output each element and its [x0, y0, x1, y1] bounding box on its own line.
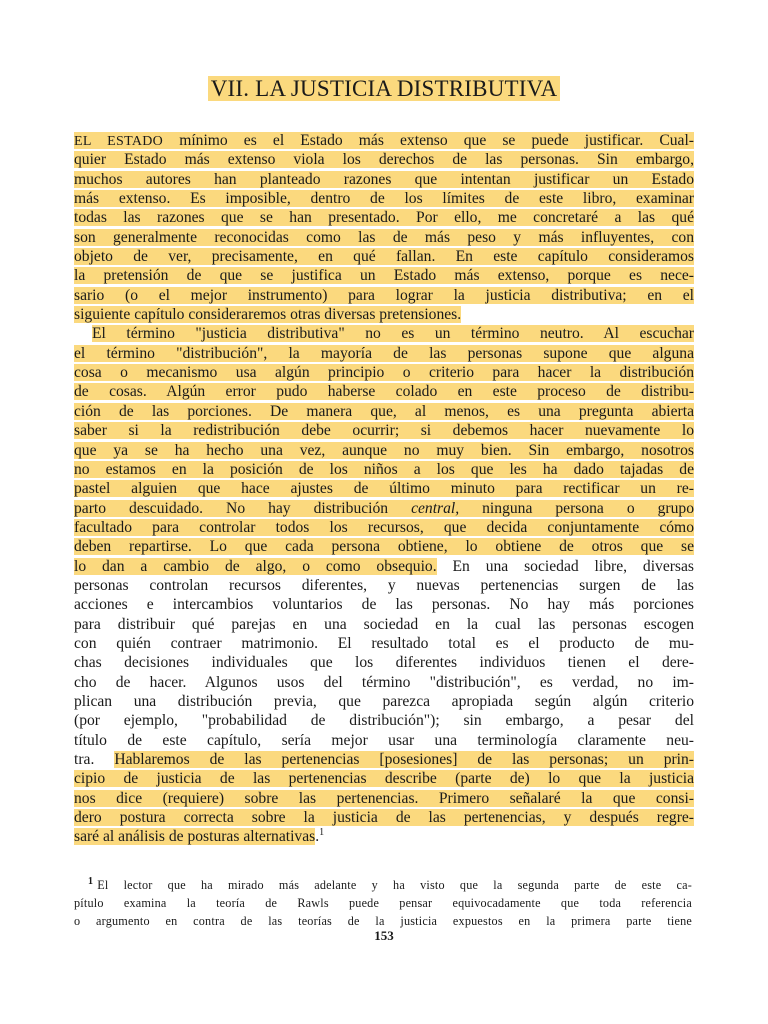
text-line: saber si la redistribución debe ocurrir; si debemos hacer nuevamente lo — [74, 422, 694, 440]
text-line: siguiente capítulo consideraremos otras diversas pretensiones. — [74, 306, 462, 324]
text-line: de cosas. Algún error pudo haberse colado en este proceso de distribu- — [74, 383, 694, 401]
text-line: más extenso. Es imposible, dentro de los límites de este libro, examinar — [74, 190, 694, 208]
text-line: muchos autores han planteado razones que intentan justificar un Estado — [74, 170, 694, 188]
text-line: acciones e intercambios voluntarios de las personas. No hay más porciones — [74, 596, 694, 614]
text-line: personas controlan recursos diferentes, y nuevas pertenencias surgen de las — [74, 576, 694, 594]
footnote-marker: 1 — [88, 875, 94, 887]
body-text — [74, 131, 694, 847]
text-line: sario (o el mejor instrumento) para lograr la justicia distributiva; en el — [74, 286, 694, 304]
text-line: objeto de ver, precisamente, en qué fallan. En este capítulo consideramos — [74, 248, 694, 266]
opening-small-caps: EL ESTADO — [74, 134, 164, 149]
text-line: para distribuir qué parejas en una sociedad en la cual las personas escogen — [74, 615, 694, 633]
text-line: todas las razones que se han presentado. Por ello, me concretaré a las qué — [74, 209, 694, 227]
text-line: que ya se ha hecho una vez, aunque no muy bien. Sin embargo, nosotros — [74, 441, 694, 459]
chapter-title-text: VII. LA JUSTICIA DISTRIBUTIVA — [208, 76, 561, 101]
footnote-line: $^1$ El lector que ha mirado más adelante y ha visto que la segunda parte de este ca- — [88, 875, 692, 892]
text-line: deben repartirse. Lo que cada persona obtiene, lo obtiene de otros que se — [74, 538, 694, 556]
text-line: tra. Hablaremos de las pertenencias [posesiones] de las personas; un prin- — [74, 751, 695, 768]
text-line: plican una distribución previa, que parezca apropiada según algún criterio — [74, 692, 694, 710]
text-line: el término "distribución", la mayoría de las personas supone que alguna — [74, 344, 694, 362]
text-line: título de este capítulo, sería mejor usar una terminología claramente neu- — [74, 731, 694, 749]
text-line: cosa o mecanismo usa algún principio o criterio para hacer la distribución — [74, 364, 694, 382]
text-line: chas decisiones individuales que los diferentes individuos tienen el dere- — [74, 654, 694, 672]
text-line: EL ESTADO mínimo es el Estado más extenso que se puede justificar. Cual- — [74, 132, 694, 149]
text-line: cho de hacer. Algunos usos del término "distribución", es verdad, no im- — [74, 673, 694, 691]
footnote-ref[interactable]: 1 — [319, 827, 325, 839]
chapter-title — [0, 76, 768, 102]
footnote — [74, 876, 692, 930]
text-line: El término "justicia distributiva" no es un término neutro. Al escuchar — [92, 325, 694, 343]
italic-word: central, — [411, 499, 460, 517]
text-line: ción de las porciones. De manera que, al menos, es una pregunta abierta — [74, 402, 694, 420]
text-line: parto descuidado. No hay distribución central, ninguna persona o grupo — [74, 499, 694, 517]
text-line: cipio de justicia de las pertenencias describe (parte de) lo que la justicia — [74, 770, 694, 788]
text-line: no estamos en la posición de los niños a los que les ha dado tajadas de — [74, 460, 694, 478]
page-number: 153 — [374, 928, 394, 943]
footnote-line: o argumento en contra de las teorías de la justicia expuestos en la primera parte tiene — [74, 914, 692, 928]
text-line: dero postura correcta sobre la justicia de las pertenencias, y después regre- — [74, 809, 695, 827]
text-line: quier Estado más extenso viola los derechos de las personas. Sin embargo, — [74, 151, 694, 169]
text-line: saré al análisis de posturas alternativas.$^1$ — [74, 827, 325, 846]
text-line: con quién contraer matrimonio. El resultado total es el producto de mu- — [74, 634, 694, 652]
footnote-line: pítulo examina la teoría de Rawls puede pensar equivocadamente que toda referencia — [74, 896, 692, 910]
text-line: lo dan a cambio de algo, o como obsequio. En una sociedad libre, diversas — [74, 557, 694, 575]
text-line: nos dice (requiere) sobre las pertenencias. Primero señalaré la que consi- — [74, 789, 694, 807]
text-line: facultado para controlar todos los recursos, que decida conjuntamente cómo — [74, 518, 694, 536]
text-line: (por ejemplo, "probabilidad de distribución"); sin embargo, a pesar del — [74, 712, 694, 730]
text-line: pastel alguien que hace ajustes de último minuto para rectificar un re- — [74, 480, 694, 498]
text-line: la pretensión de que se justifica un Estado más extenso, porque es nece- — [74, 267, 694, 285]
text-line: son generalmente reconocidas como las de más peso y más influyentes, con — [74, 228, 694, 246]
